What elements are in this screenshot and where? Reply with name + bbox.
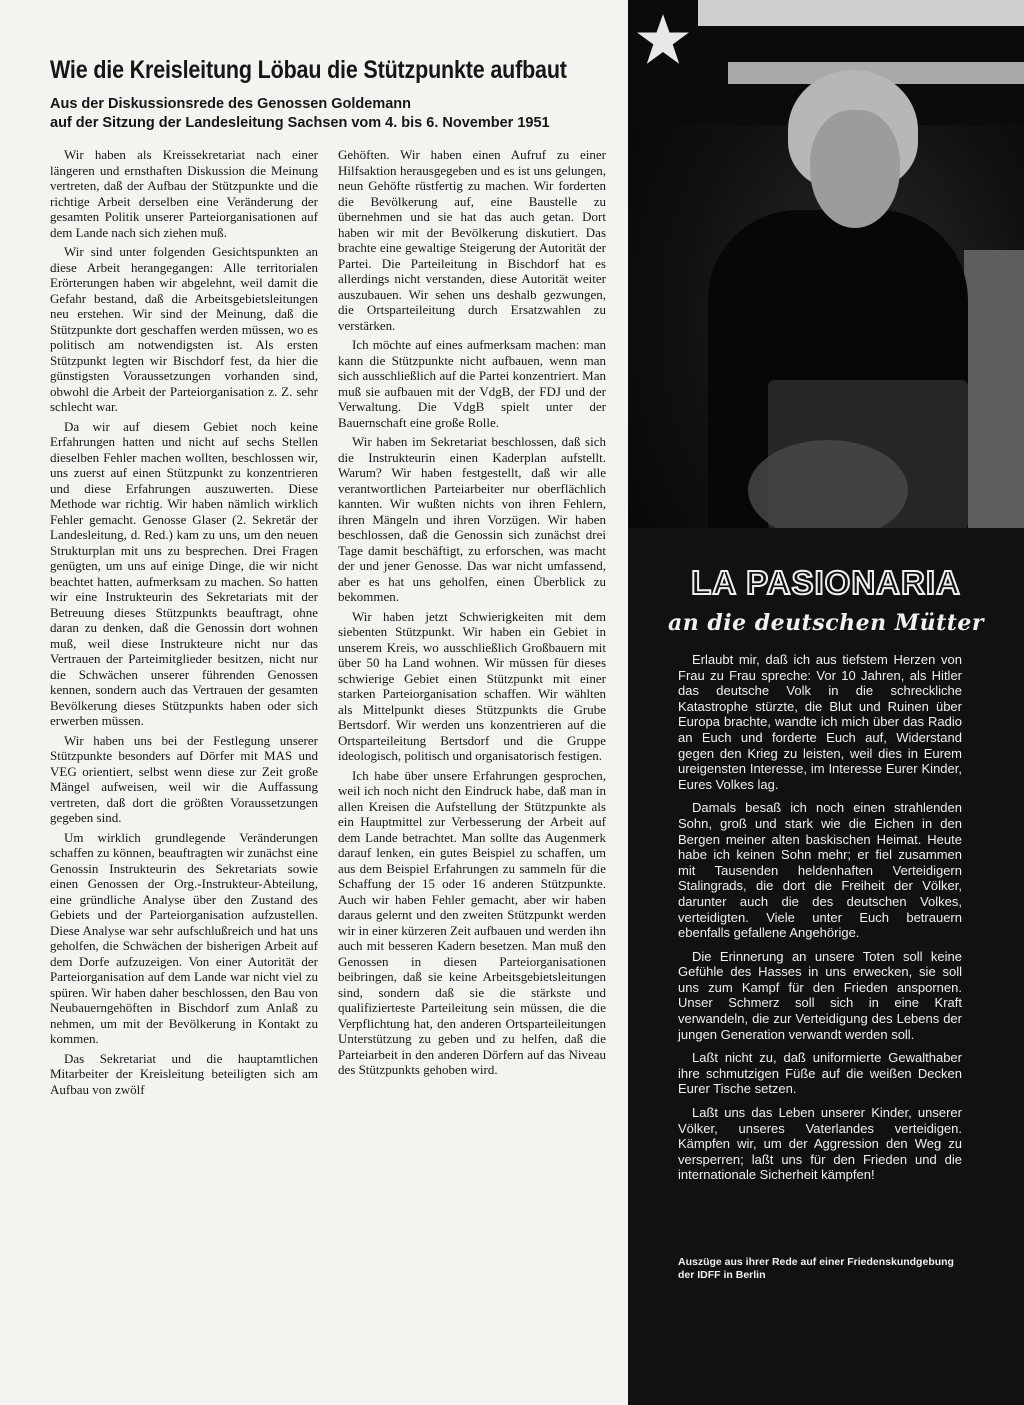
sidebar-source-note: Auszüge aus ihrer Rede auf einer Friedenskundgebung der IDFF in Berlin (678, 1256, 954, 1281)
sidebar-paragraph: Laßt nicht zu, daß uniformierte Gewalthaber ihre schmutzigen Füße auf die weißen Decken Eurer Tische setzen. (678, 1050, 962, 1097)
sidebar-paragraph: Damals besaß ich noch einen strahlenden Sohn, groß und stark wie die Eichen in den Bergen meiner alten baskischen Heimat. Heute habe ich keinen Sohn mehr; er fiel zusammen mit Tausenden heldenhaften Verteidigern Stalingrads, die dort die Freiheit der Völker, darunter auch die des deutschen Volkes, verteidigten. Viele unter Euch betrauern ebenfalls gefallene Angehörige. (678, 800, 962, 941)
article-paragraph: Wir haben uns bei der Festlegung unserer Stützpunkte besonders auf Dörfer mit MAS und VEG orientiert, selbst wenn diese zur Zeit große Mängel aufweisen, weil wir die Auffassung vertreten, daß dort die größten Voraussetzungen gegeben sind. (50, 732, 318, 825)
sidebar-paragraph: Laßt uns das Leben unserer Kinder, unserer Völker, unseres Vaterlandes verteidigen. Kämpfen wir, um der Aggression den Weg zu versperren; laßt uns für den Frieden und die internationale Sicherheit kämpfen! (678, 1105, 962, 1183)
sidebar-paragraph: Die Erinnerung an unsere Toten soll keine Gefühle des Hasses in uns erwecken, sie soll uns zum Kampf für den Frieden anspornen. Unser Schmerz soll sich in eine Kraft verwandeln, die zur Verteidigung des Lebens der jungen Generation verwandt werden soll. (678, 948, 962, 1042)
sidebar-title: LA PASIONARIA (691, 564, 961, 601)
sidebar-paragraph: Erlaubt mir, daß ich aus tiefstem Herzen von Frau zu Frau spreche: Vor 10 Jahren, als Hitler das deutsche Volk in die schreckliche Katastrophe stürzte, die Blut und Ruinen über Europa brachte, wandte ich mich über das Radio an Euch und forderte Euch auf, Widerstand gegen den Krieg zu leisten, weil dies in Eurem ureigensten Interesse, im Interesse Eurer Kinder, Eures Volkes lag. (678, 652, 962, 792)
article-paragraph: Da wir auf diesem Gebiet noch keine Erfahrungen hatten und nicht auf sechs Stellen dieselben Fehler machen wollten, beschlossen wir, uns zuerst auf einen Stützpunkt zu konzentrieren und diese Erfahrungen auszuwerten. Diese Methode war richtig. Wir haben nämlich wirklich Fehler gemacht. Genosse Glaser (2. Sekretär der Landesleitung, d. Red.) kam zu uns, um den neuen Strukturplan mit uns zu besprechen. Drei Fragen genügten, um uns auf einige Dinge, die wir nicht beachtet hatten, aufmerksam zu machen. So hatten wir eine Instrukteurin des Sekretariats mit der Betreuung dieses Stützpunkts beauftragt, ohne daran zu denken, daß die Genossin dort wohnen muß, weil diese Instrukteure nicht nur das Vertrauen der Parteimitglieder besitzen, nicht nur die Schwächen unserer führenden Genossen kennen, sondern auch das Vertrauen der gesamten Bevölkerung dieses Stützpunkts haben oder sich erwerben müssen. (50, 418, 318, 728)
article-paragraph: Wir haben jetzt Schwierigkeiten mit dem siebenten Stützpunkt. Wir haben ein Gebiet in unserem Kreis, wo ausschließlich Großbauern mit über 50 ha Land wohnen. Wir müssen für dieses schwierige Gebiet einen Stützpunkt mit einer starken Parteiorganisation schaffen. Wir wählten als Mittelpunkt dieses Stützpunkts die Grube Bertsdorf. Wir werden uns konzentrieren auf die Ortsparteileitung Bertsdorf und die Gruppe ideologisch, politisch und organisatorisch festigen. (338, 608, 606, 763)
article-headline: Wie die Kreisleitung Löbau die Stützpunkte aufbaut (50, 56, 567, 84)
article-paragraph: Das Sekretariat und die hauptamtlichen Mitarbeiter der Kreisleitung beteiligten sich am Aufbau von zwölf (50, 1050, 318, 1097)
article-paragraph: Ich habe über unsere Erfahrungen gesprochen, weil ich noch nicht den Eindruck habe, daß man in allen Kreisen die Aufstellung der Stützpunkte als ein Hauptmittel zur Verbesserung der Arbeit auf dem Lande betrachtet. Man sollte das Augenmerk darauf lenken, ein gutes Beispiel zu schaffen, um aus dem Beispiel Erfahrungen zu sammeln für die Schaffung der 15 oder 16 anderen Stützpunkte. Auch wir haben Fehler gemacht, aber wir haben daraus gelernt und den zweiten Stützpunkt werden wir in einer kürzeren Zeit aufbauen und werden ihn auch mit besseren Kadern besetzen. Man muß den Genossen in diesen Parteiorganisationen beibringen, daß sie keine Arbeitsgebietsleitungen sind, sondern daß sie die stärkste und qualifizierteste Parteileitung sein müssen, die die Verpflichtung hat, den anderen Ortsparteileitungen Unterstützung zu geben und zu helfen, daß die Parteiarbeit in den anderen Dörfern auf das Niveau des Stützpunkts gehoben wird. (338, 767, 606, 1077)
pasionaria-photo (628, 0, 1024, 528)
article-paragraph-continued: Gehöften. Wir haben einen Aufruf zu einer Hilfsaktion herausgegeben und es ist uns gelungen, neun Gehöfte rüstfertig zu machen. Wir forderten die Bevölkerung auf, eine Baustelle zu übernehmen und sie hat das auch getan. Dort haben wir mit der Bevölkerung diskutiert. Das brachte eine gewaltige Steigerung der Autorität der Partei. Die Parteileitung in Bischdorf hat es allerdings nicht verstanden, diese Autorität weiter auszubauen. Wir sehen uns deshalb gezwungen, die Ortsparteileitung durch Ersatzwahlen zu verstärken. (338, 147, 606, 333)
article-column-left (50, 147, 318, 1101)
speaker-face (810, 110, 900, 228)
article-subhead (50, 95, 610, 133)
article-paragraph: Wir haben als Kreissekretariat nach einer längeren und ernsthaften Diskussion die Meinung vertreten, daß der Aufbau der Stützpunkte und die richtige Arbeit derselben eine Veränderung der gesamten Politik unserer Parteiorganisationen auf dem Lande nach sich ziehen muß. (50, 147, 318, 240)
flag-star-icon (636, 12, 690, 66)
pasionaria-sidebar (628, 528, 1024, 1405)
article-paragraph: Um wirklich grundlegende Veränderungen schaffen zu können, beauftragten wir zunächst eine Genossin Instrukteurin des Sekretariats sowie einen Genossen der Org.-Instrukteur-Abteilung, eine gründliche Analyse über den Zustand des Gebiets und der Parteiorganisation aufzustellen. Diese Analyse war sehr aufschlußreich und hat uns geholfen, die Schwächen der bisherigen Arbeit auf dem Dorfe aufzuzeigen. Von einer Autorität der Parteiorganisation auf dem Lande war nicht viel zu spüren. Wir haben daher beschlossen, den Bau von Neubauerngehöften in Bischdorf zum Anlaß zu nehmen, um mit der Bevölkerung in Kontakt zu kommen. (50, 829, 318, 1046)
photo-background-detail (964, 250, 1024, 528)
article-paragraph: Ich möchte auf eines aufmerksam machen: man kann die Stützpunkte nicht aufbauen, wenn man sich ausschließlich auf die Partei konzentriert. Man muß sie aufbauen mit der VdgB, der FDJ und der Verwaltung. Die VdgB spielt unter der Bauernschaft eine große Rolle. (338, 337, 606, 430)
subhead-line-1: Aus der Diskussionsrede des Genossen Goldemann (50, 96, 411, 112)
sidebar-subtitle: an die deutschen Mütter (667, 610, 985, 636)
article-paragraph: Wir sind unter folgenden Gesichtspunkten an diese Arbeit herangegangen: Alle territorialen Erörterungen haben wir abgelehnt, weil damit die Gefahr bestand, daß die Arbeitsgebietsleitungen neu erstehen. Wir sind der Meinung, daß die Stützpunkte dort geschaffen werden müssen, wo es politisch am notwendigsten ist. Als ersten Stützpunkt legten wir Bischdorf fest, da hier die günstigsten Voraussetzungen vorhanden sind, obwohl die Arbeit der Parteiorganisation z. Z. sehr schlecht war. (50, 244, 318, 414)
subhead-line-2: auf der Sitzung der Landesleitung Sachsen vom 4. bis 6. November 1951 (50, 115, 550, 131)
sidebar-text (678, 652, 962, 1191)
article-column-middle (338, 147, 606, 1082)
article-paragraph: Wir haben im Sekretariat beschlossen, daß sich die Instrukteurin einen Kaderplan aufstellt. Warum? Wir haben festgestellt, daß wir alle verantwortlichen Parteiarbeiter nur oberflächlich kannten. Wir wußten nichts von ihren Fehlern, ihren Mängeln und ihren Vorzügen. Wir haben beschlossen, daß die Genossin sich zunächst drei Tage damit beschäftigt, zu erforschen, was macht der und jener Genosse. Das war nicht umfassend, aber es hat uns geholfen, einen Überblick zu bekommen. (338, 434, 606, 604)
flag-stripe (698, 0, 1024, 26)
